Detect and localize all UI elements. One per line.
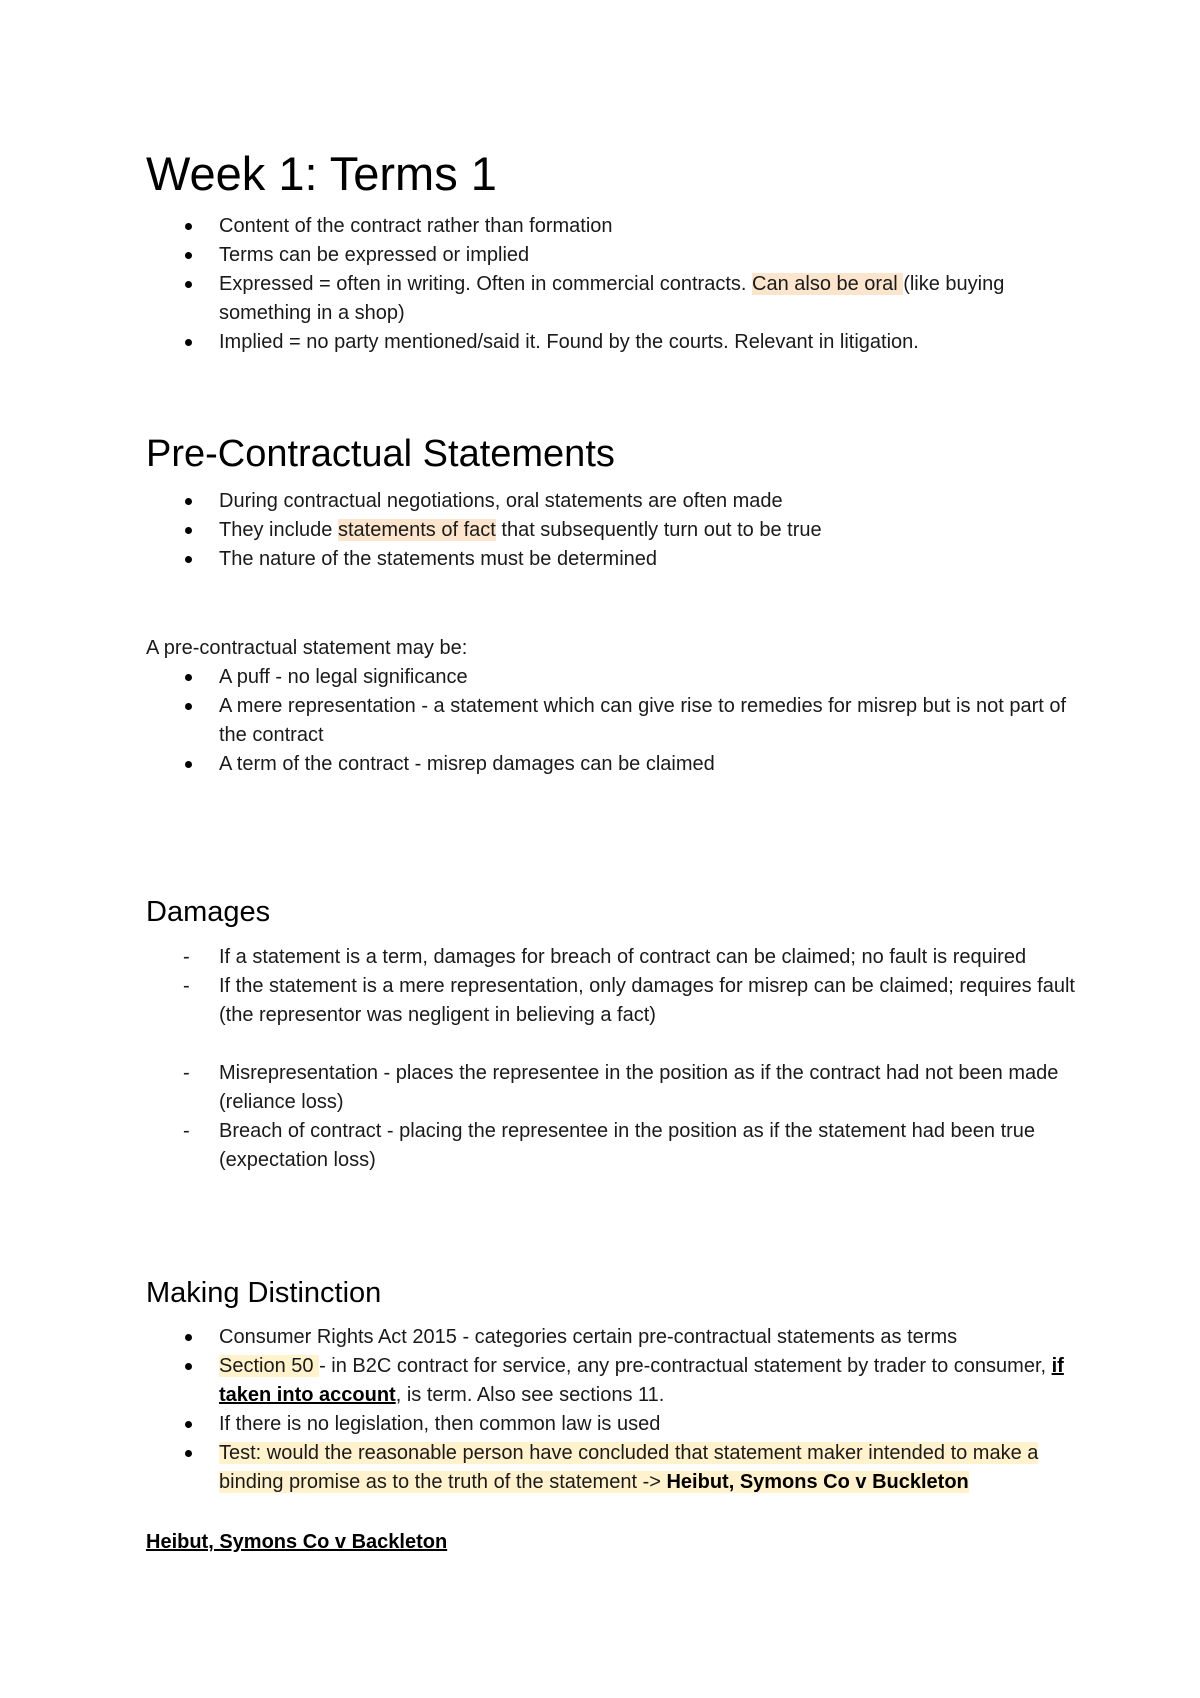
list-item bbox=[146, 1439, 1076, 1497]
distinction-list bbox=[146, 1323, 1076, 1497]
list-item: A mere representation - a statement which can give rise to remedies for misrep but is not part of the contract bbox=[146, 692, 1076, 750]
list-item: A term of the contract - misrep damages can be claimed bbox=[146, 750, 1076, 779]
highlighted-text: Can also be oral bbox=[752, 273, 904, 295]
list-item: A puff - no legal significance bbox=[146, 663, 1076, 692]
may-be-list bbox=[146, 663, 1076, 779]
list-item: The nature of the statements must be determined bbox=[146, 545, 1076, 574]
list-item: - Misrepresentation - places the representee in the position as if the contract had not been made (reliance loss) bbox=[146, 1059, 1076, 1117]
pre-contractual-list bbox=[146, 487, 1076, 574]
page-title: Week 1: Terms 1 bbox=[146, 147, 497, 200]
list-item: - If the statement is a mere representation, only damages for misrep can be claimed; requires fault (the representor was negligent in believing a fact) bbox=[146, 972, 1076, 1030]
may-be-label: A pre-contractual statement may be: bbox=[146, 637, 468, 659]
list-item: Consumer Rights Act 2015 - categories certain pre-contractual statements as terms bbox=[146, 1323, 1076, 1352]
highlighted-text: Section 50 bbox=[219, 1355, 320, 1377]
list-item: If there is no legislation, then common law is used bbox=[146, 1410, 1076, 1439]
list-item: Expressed = often in writing. Often in commercial contracts. Can also be oral (like buying something in a shop) bbox=[146, 270, 1076, 328]
case-reference: Heibut, Symons Co v Buckleton bbox=[666, 1471, 969, 1493]
list-item: - If a statement is a term, damages for breach of contract can be claimed; no fault is required bbox=[146, 943, 1076, 972]
section-heading: Pre-Contractual Statements bbox=[146, 433, 615, 475]
highlighted-text: statements of fact bbox=[337, 519, 496, 541]
list-item: Terms can be expressed or implied bbox=[146, 241, 1076, 270]
highlighted-text: Test: would the reasonable person have concluded that statement maker intended to make a binding promise as to the truth of the statement -> bbox=[219, 1442, 1039, 1493]
list-item: Section 50 - in B2C contract for service, any pre-contractual statement by trader to consumer, if taken into account, is term. Also see sections 11. bbox=[146, 1352, 1076, 1410]
list-item: They include statements of fact that subsequently turn out to be true bbox=[146, 516, 1076, 545]
damages-list bbox=[146, 943, 1076, 1175]
list-item: During contractual negotiations, oral statements are often made bbox=[146, 487, 1076, 516]
bold-underlined-text: if taken into account bbox=[219, 1355, 1064, 1406]
list-item: Implied = no party mentioned/said it. Found by the courts. Relevant in litigation. bbox=[146, 328, 1076, 357]
section-heading: Damages bbox=[146, 896, 271, 928]
section-heading: Making Distinction bbox=[146, 1277, 382, 1309]
list-item: - Breach of contract - placing the representee in the position as if the statement had been true (expectation loss) bbox=[146, 1117, 1076, 1175]
intro-list bbox=[146, 212, 1076, 357]
list-item: Content of the contract rather than formation bbox=[146, 212, 1076, 241]
case-heading: Heibut, Symons Co v Backleton bbox=[146, 1531, 448, 1553]
